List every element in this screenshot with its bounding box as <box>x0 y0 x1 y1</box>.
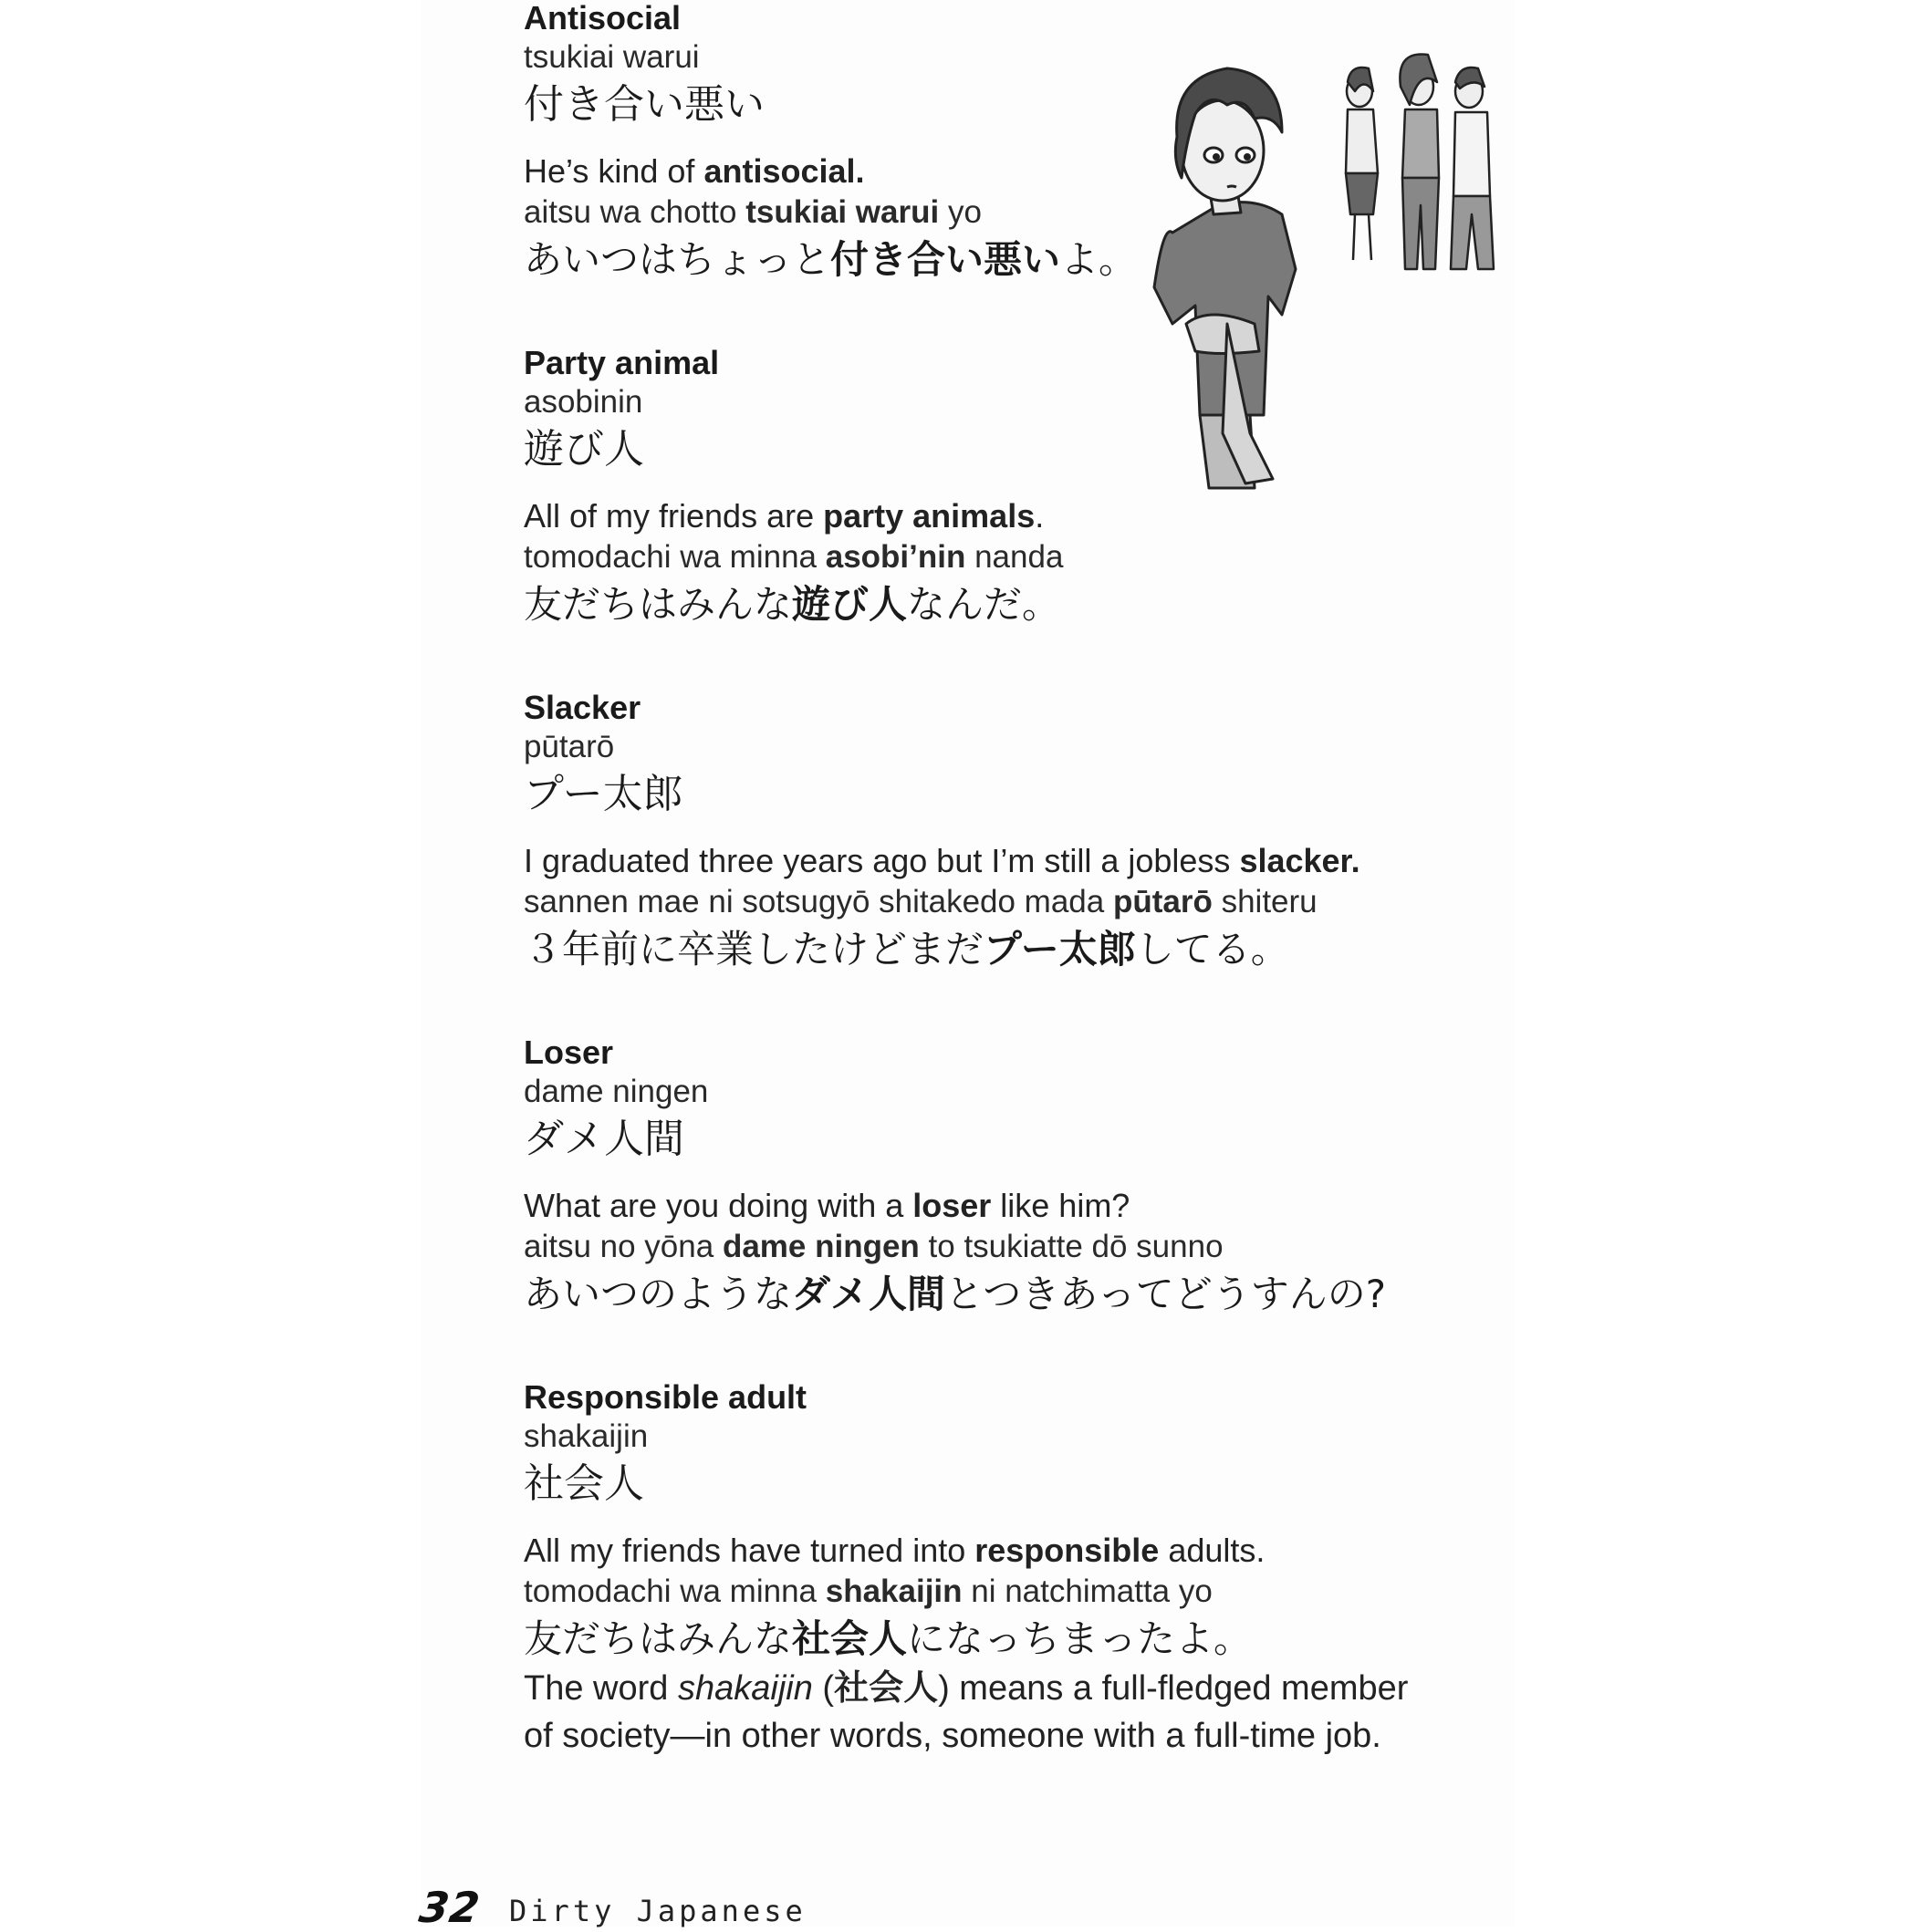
page-number: 32 <box>416 1883 484 1932</box>
example-japanese: あいつはちょっと付き合い悪いよ。 <box>524 237 1138 282</box>
antisocial-illustration <box>1145 50 1528 506</box>
page-footer <box>416 1883 807 1932</box>
entry-japanese: プー太郎 <box>524 771 683 817</box>
entry-term: Party animal <box>524 344 720 381</box>
entry-term: Antisocial <box>524 0 682 36</box>
entry-japanese: ダメ人間 <box>524 1116 684 1162</box>
example-english: All of my friends are party animals. <box>524 497 1045 535</box>
book-title: Dirty Japanese <box>509 1894 807 1928</box>
sulking-boy-figure <box>1154 68 1296 488</box>
phrase-entry-loser <box>524 1034 1436 1321</box>
phrase-entry-responsible-adult <box>524 1379 1436 1666</box>
example-romaji: aitsu no yōna dame ningen to tsukiatte dō sunno <box>524 1229 1224 1264</box>
entry-japanese: 遊び人 <box>524 426 644 473</box>
example-romaji: aitsu wa chotto tsukiai warui yo <box>524 194 982 230</box>
entry-romaji: pūtarō <box>524 729 615 764</box>
entry-romaji: shakaijin <box>524 1418 649 1454</box>
friends-group-figure <box>1346 54 1494 269</box>
example-english: All my friends have turned into responsible adults. <box>524 1532 1266 1569</box>
entry-romaji: dame ningen <box>524 1074 709 1109</box>
phrase-entry-slacker <box>524 690 1436 976</box>
example-japanese: ３年前に卒業したけどまだプー太郎してる。 <box>524 927 1289 971</box>
example-romaji: tomodachi wa minna asobi’nin nanda <box>524 539 1064 575</box>
example-japanese: あいつのようなダメ人間とつきあってどうすんの? <box>524 1272 1387 1316</box>
entry-japanese: 付き合い悪い <box>524 81 765 128</box>
example-japanese: 友だちはみんな社会人になっちまったよ。 <box>524 1616 1253 1661</box>
entry-japanese: 社会人 <box>524 1460 644 1507</box>
entry-romaji: asobinin <box>524 384 643 420</box>
example-japanese: 友だちはみんな遊び人なんだ。 <box>524 582 1061 627</box>
entry-term: Slacker <box>524 689 641 726</box>
entry-term: Responsible adult <box>524 1378 807 1416</box>
example-english: I graduated three years ago but I’m still a jobless slacker. <box>524 842 1360 879</box>
entry-term: Loser <box>524 1034 614 1071</box>
example-romaji: tomodachi wa minna shakaijin ni natchimatta yo <box>524 1574 1213 1609</box>
example-english: What are you doing with a loser like him? <box>524 1187 1130 1224</box>
example-romaji: sannen mae ni sotsugyō shitakedo mada pūtarō shiteru <box>524 884 1318 919</box>
example-english: He’s kind of antisocial. <box>524 152 865 190</box>
usage-note: The word shakaijin (社会人) means a full-fledged member of society—in other words, someone with a full-time job. <box>524 1669 1409 1755</box>
entry-romaji: tsukiai warui <box>524 39 700 75</box>
